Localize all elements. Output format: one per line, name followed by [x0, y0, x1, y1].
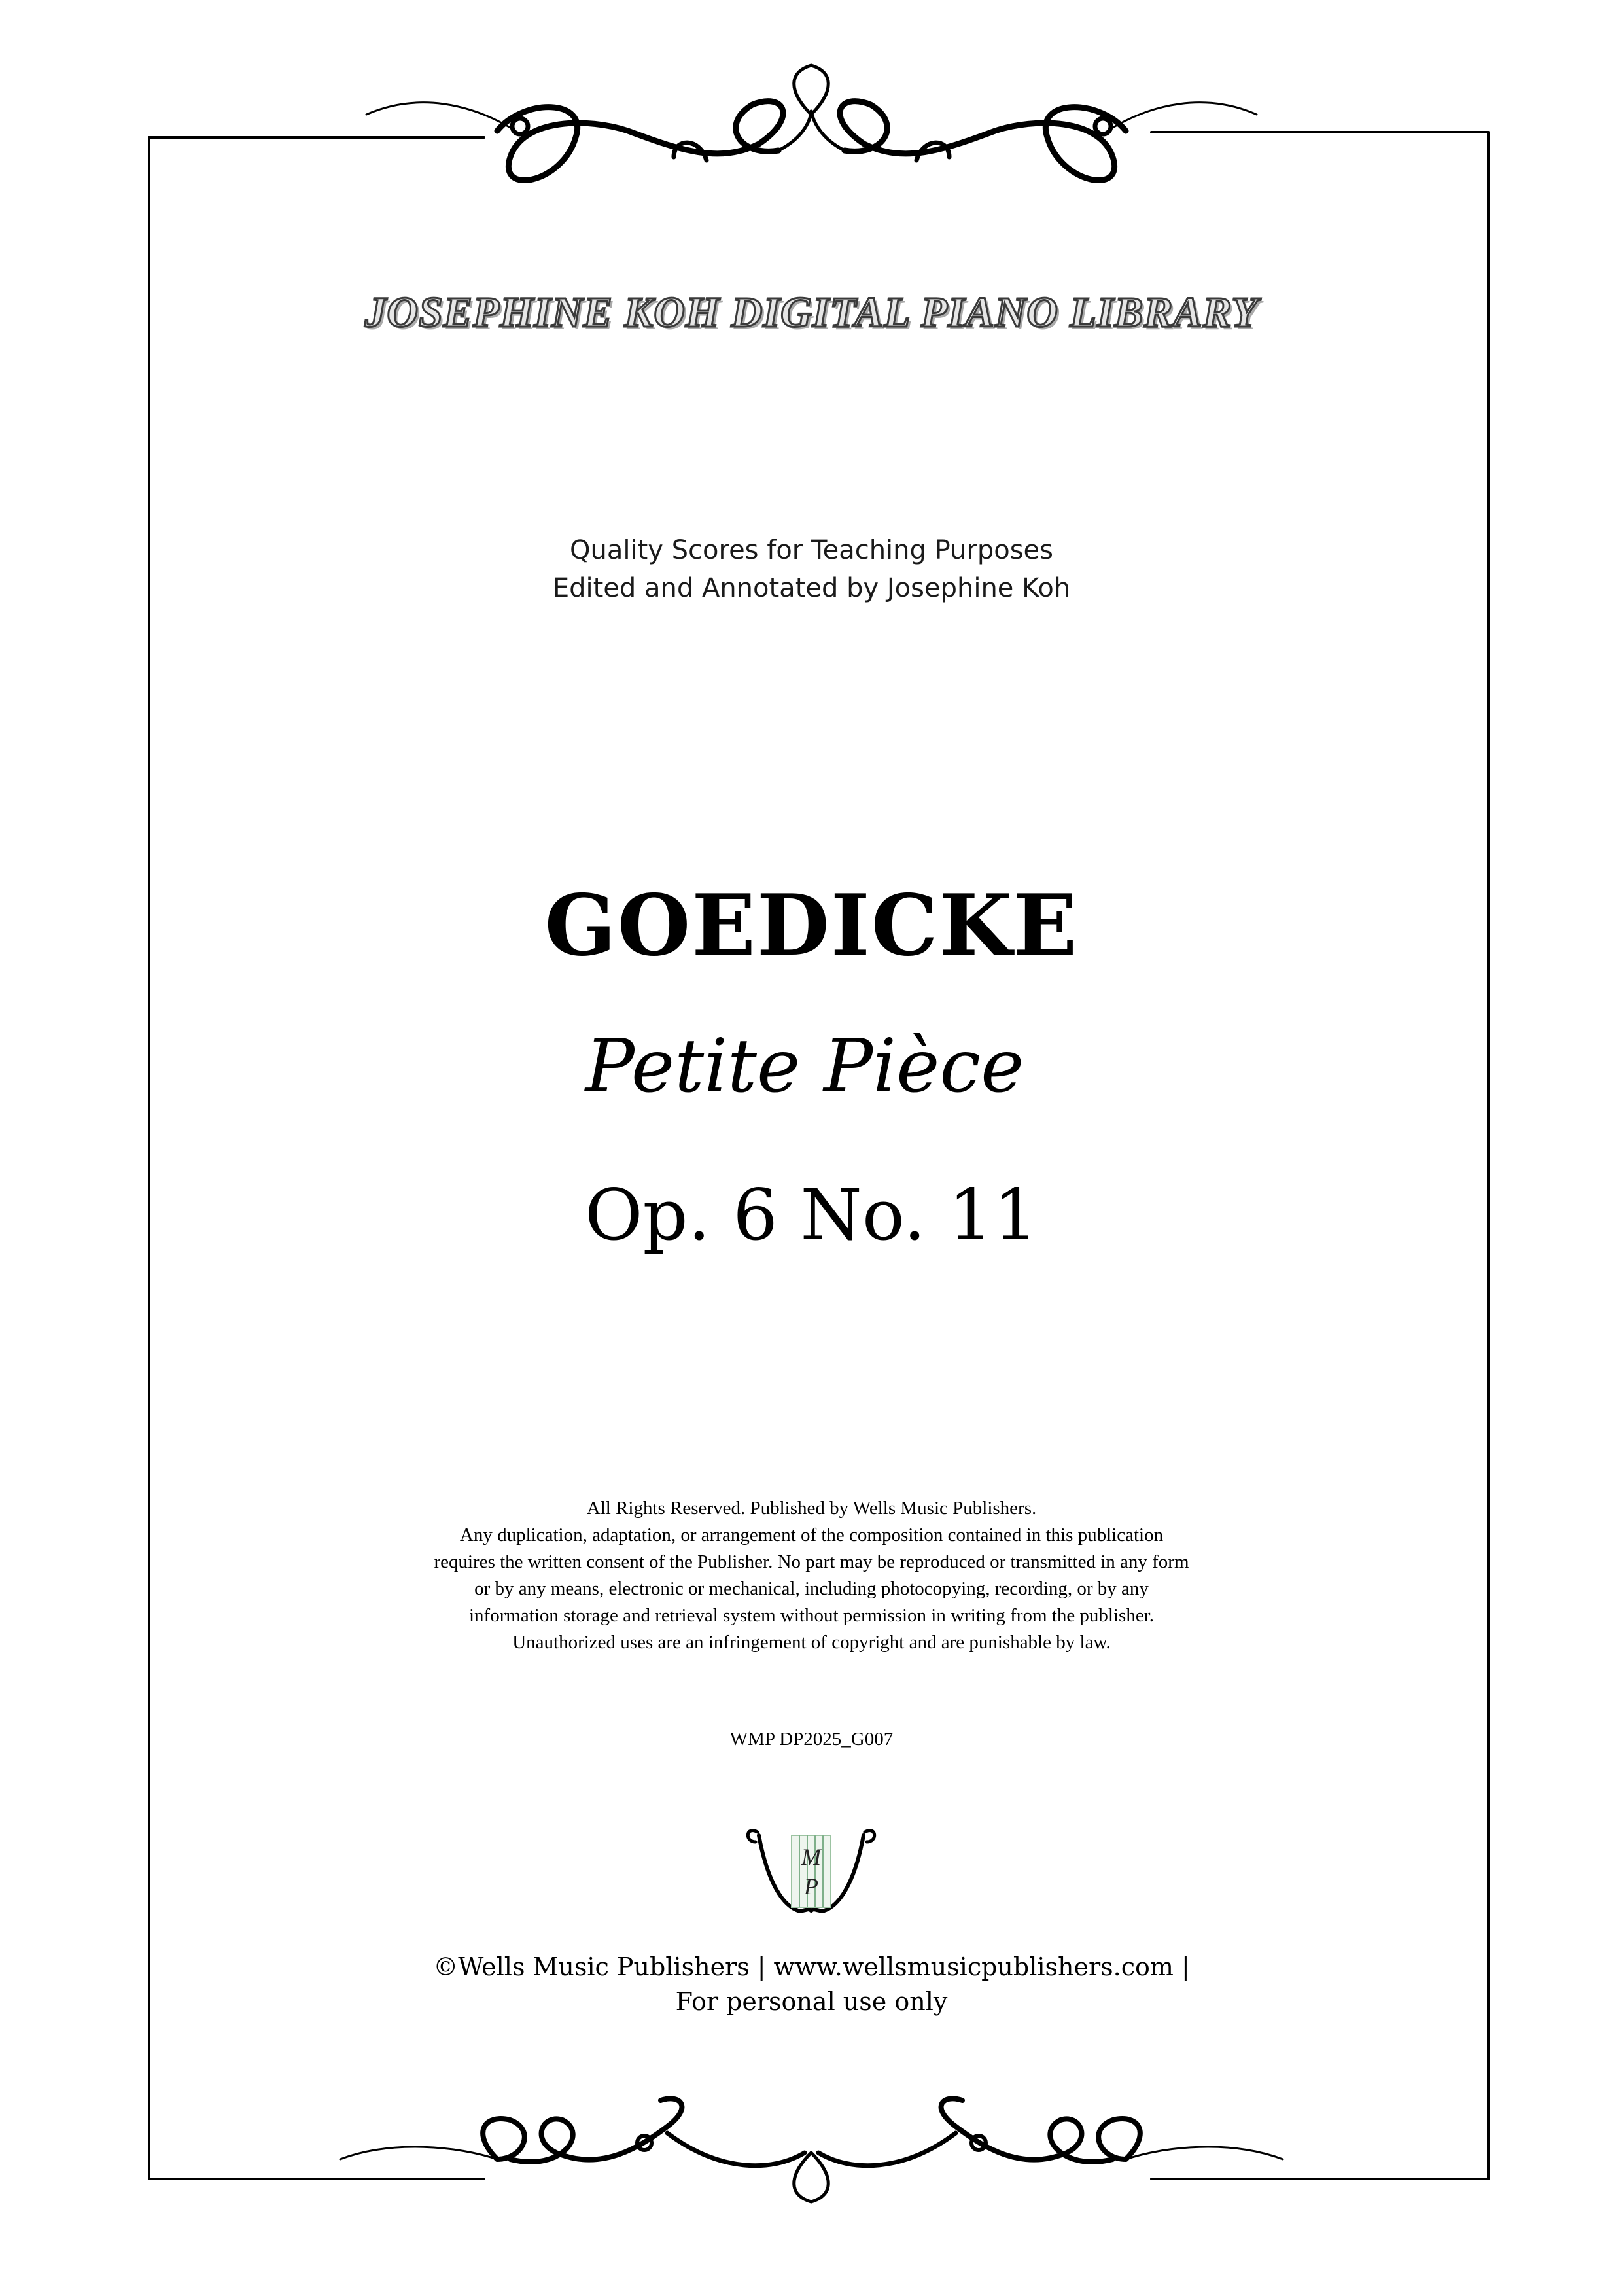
rights-line: requires the written consent of the Publisher. No part may be reproduced or transmitted in any form — [434, 1551, 1189, 1572]
footer-line-2: For personal use only — [675, 1987, 948, 2016]
publisher-logo — [739, 1812, 883, 1924]
tagline-line-2: Edited and Annotated by Josephine Koh — [552, 573, 1071, 603]
rights-line: or by any means, electronic or mechanical, including photocopying, recording, or by any — [474, 1578, 1149, 1599]
catalog-number: WMP DP2025_G007 — [729, 1729, 894, 1750]
rights-line: Unauthorized uses are an infringement of copyright and are punishable by law. — [512, 1632, 1111, 1653]
logo-left-scroll — [748, 1831, 758, 1842]
rights-line: information storage and retrieval system without permission in writing from the publisher. — [468, 1605, 1155, 1626]
bottom-ornament — [340, 2098, 1283, 2202]
tagline — [0, 531, 1623, 607]
publisher-footer — [0, 1950, 1623, 2019]
footer-line-1: ©Wells Music Publishers | www.wellsmusicpublishers.com | — [433, 1952, 1190, 1981]
logo-right-scroll — [865, 1831, 875, 1842]
top-ornament — [366, 65, 1257, 181]
composer-name: GOEDICKE — [544, 877, 1079, 975]
piece-title: Petite Pièce — [585, 1024, 1024, 1109]
logo-letter-m: M — [801, 1844, 821, 1870]
rights-line: Any duplication, adaptation, or arrangement of the composition contained in this publication — [459, 1525, 1164, 1545]
tagline-line-1: Quality Scores for Teaching Purposes — [570, 535, 1053, 565]
library-title: JOSEPHINE KOH DIGITAL PIANO LIBRARY — [364, 289, 1259, 336]
rights-notice — [0, 1495, 1623, 1656]
rights-line: All Rights Reserved. Published by Wells Music Publishers. — [586, 1498, 1037, 1519]
opus-number: Op. 6 No. 11 — [584, 1174, 1039, 1256]
logo-letter-p: P — [804, 1873, 818, 1899]
